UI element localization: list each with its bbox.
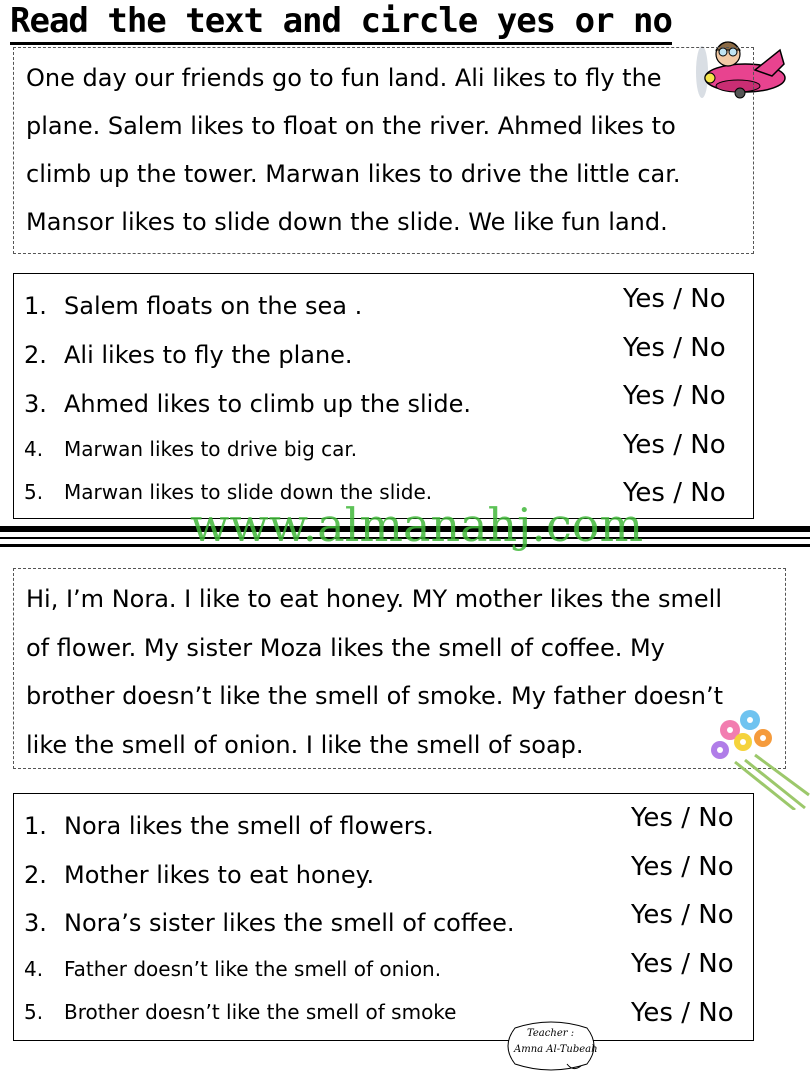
question-number: 5. <box>24 1000 44 1024</box>
yes-no-choice[interactable]: Yes / No <box>623 478 726 508</box>
yes-no-choice[interactable]: Yes / No <box>631 803 734 833</box>
question-number: 2. <box>24 341 47 369</box>
yes-no-choice[interactable]: Yes / No <box>623 381 726 411</box>
questions-fun-land <box>13 273 754 519</box>
question-number: 2. <box>24 861 47 889</box>
question-text: Mother likes to eat honey. <box>64 861 375 889</box>
passage-line: Mansor likes to slide down the slide. We like fun land. <box>26 208 668 236</box>
question-number: 5. <box>24 480 44 504</box>
questions-nora <box>13 793 754 1041</box>
passage-line: plane. Salem likes to float on the river. Ahmed likes to <box>26 112 676 140</box>
passage-line: climb up the tower. Marwan likes to drive the little car. <box>26 160 681 188</box>
passage-line: One day our friends go to fun land. Ali likes to fly the <box>26 64 662 92</box>
passage-line: Hi, I’m Nora. I like to eat honey. MY mother likes the smell <box>26 585 722 613</box>
teacher-signature-badge <box>505 1020 597 1072</box>
question-text: Ali likes to fly the plane. <box>64 341 353 369</box>
question-text: Father doesn’t like the smell of onion. <box>64 957 442 981</box>
watermark: www.almanahj.com <box>190 498 644 552</box>
question-text: Salem floats on the sea . <box>64 292 363 320</box>
yes-no-choice[interactable]: Yes / No <box>631 900 734 930</box>
question-text: Marwan likes to drive big car. <box>64 437 358 461</box>
question-number: 4. <box>24 957 44 981</box>
teacher-name: Amna Al-Tubeah <box>514 1044 598 1055</box>
yes-no-choice[interactable]: Yes / No <box>623 284 726 314</box>
passage-fun-land <box>13 47 754 254</box>
question-item <box>24 812 434 840</box>
teacher-label: Teacher : <box>527 1028 575 1039</box>
yes-no-choice[interactable]: Yes / No <box>623 333 726 363</box>
question-item <box>24 1000 456 1024</box>
question-number: 4. <box>24 437 44 461</box>
passage-line: brother doesn’t like the smell of smoke. My father doesn’t <box>26 682 724 710</box>
question-number: 3. <box>24 909 47 937</box>
question-item <box>24 390 471 418</box>
passage-nora <box>13 568 786 769</box>
yes-no-choice[interactable]: Yes / No <box>631 949 734 979</box>
question-text: Ahmed likes to climb up the slide. <box>64 390 471 418</box>
question-item <box>24 437 357 461</box>
yes-no-choice[interactable]: Yes / No <box>623 430 726 460</box>
question-item <box>24 341 353 369</box>
question-text: Brother doesn’t like the smell of smoke <box>64 1000 457 1024</box>
question-text: Marwan likes to slide down the slide. <box>64 480 433 504</box>
question-number: 1. <box>24 292 47 320</box>
passage-line: like the smell of onion. I like the smell of soap. <box>26 731 584 759</box>
worksheet-title: Read the text and circle yes or no <box>10 0 672 45</box>
question-text: Nora’s sister likes the smell of coffee. <box>64 909 515 937</box>
question-item <box>24 292 362 320</box>
question-number: 3. <box>24 390 47 418</box>
question-item <box>24 957 441 981</box>
question-text: Nora likes the smell of flowers. <box>64 812 434 840</box>
question-item <box>24 861 374 889</box>
question-number: 1. <box>24 812 47 840</box>
yes-no-choice[interactable]: Yes / No <box>631 998 734 1028</box>
yes-no-choice[interactable]: Yes / No <box>631 852 734 882</box>
question-item <box>24 909 515 937</box>
passage-line: of flower. My sister Moza likes the smell of coffee. My <box>26 634 665 662</box>
